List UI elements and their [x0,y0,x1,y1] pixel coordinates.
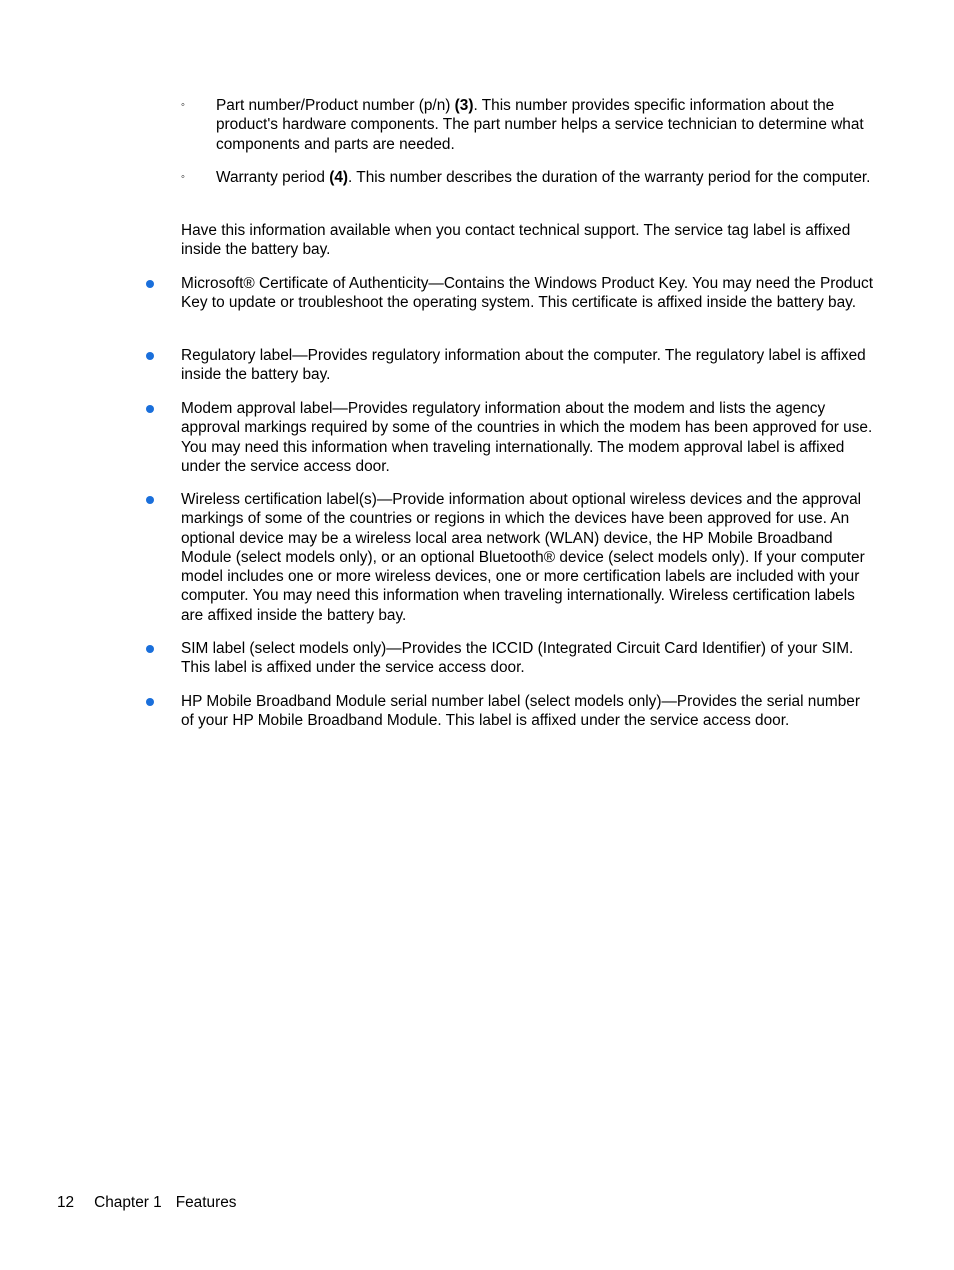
bullet-icon [146,698,154,706]
service-tag-note: Have this information available when you contact technical support. The service tag label is affixed inside the battery bay. [181,222,851,259]
sub-item-text: Warranty period [216,169,330,186]
hollow-bullet-icon: ◦ [181,99,185,111]
list-item-text: Modem approval label—Provides regulatory information about the modem and lists the agency approval markings required by some of the countries in which the modem has been approved for use. You may need this information when traveling internationally. The modem approval label is affixed under the service access door. [181,400,873,475]
bullet-icon [146,280,154,288]
hollow-bullet-icon: ◦ [181,171,185,183]
list-item-text: HP Mobile Broadband Module serial number label (select models only)—Provides the serial number of your HP Mobile Broadband Module. This label is affixed under the service access door. [181,693,860,730]
sub-item-text: . This number provides specific information about the product's hardware components. The part number helps a service technician to determine what components and parts are needed. [216,97,864,153]
list-item-certificate-of-authenticity [181,274,876,313]
sub-item-text: Part number/Product number (p/n) [216,97,455,114]
list-item-text: Wireless certification label(s)—Provide information about optional wireless devices and the approval markings of some of the countries or regions in which the devices have been approved for use. An optional device may be a wireless local area network (WLAN) device, the HP Mobile Broadband Module (select models only), or an optional Bluetooth® device (select models only). If your computer model includes one or more wireless devices, one or more certification labels are included with your computer. You may need this information when traveling internationally. Wireless certification labels are affixed inside the battery bay. [181,491,865,624]
sub-item-callout: (4) [329,169,349,186]
bullet-icon [146,405,154,413]
list-item-regulatory-label [181,346,876,385]
page-number: 12 [57,1194,75,1211]
bullet-icon [146,352,154,360]
list-item-mobile-broadband-serial-label [181,692,876,731]
list-item-text: Microsoft® Certificate of Authenticity—Contains the Windows Product Key. You may need the Product Key to update or troubleshoot the operating system. This certificate is affixed inside the battery bay. [181,275,874,312]
bullet-icon [146,645,154,653]
chapter-title: Features [175,1194,237,1211]
sub-list-item-warranty-period [181,168,876,187]
sub-item-callout: (3) [454,97,474,114]
list-item-text: Regulatory label—Provides regulatory information about the computer. The regulatory label is affixed inside the battery bay. [181,347,866,384]
bullet-icon [146,496,154,504]
list-item-text: SIM label (select models only)—Provides the ICCID (Integrated Circuit Card Identifier) of your SIM. This label is affixed under the service access door. [181,640,854,677]
sub-item-text: . This number describes the duration of the warranty period for the computer. [348,169,871,186]
list-item-wireless-certification-labels [181,490,876,625]
chapter-label: Chapter 1 [94,1194,162,1211]
sub-list-item-part-number [181,96,876,154]
page-footer [57,1193,236,1212]
list-item-modem-approval-label [181,399,876,476]
list-item-sim-label [181,639,876,678]
